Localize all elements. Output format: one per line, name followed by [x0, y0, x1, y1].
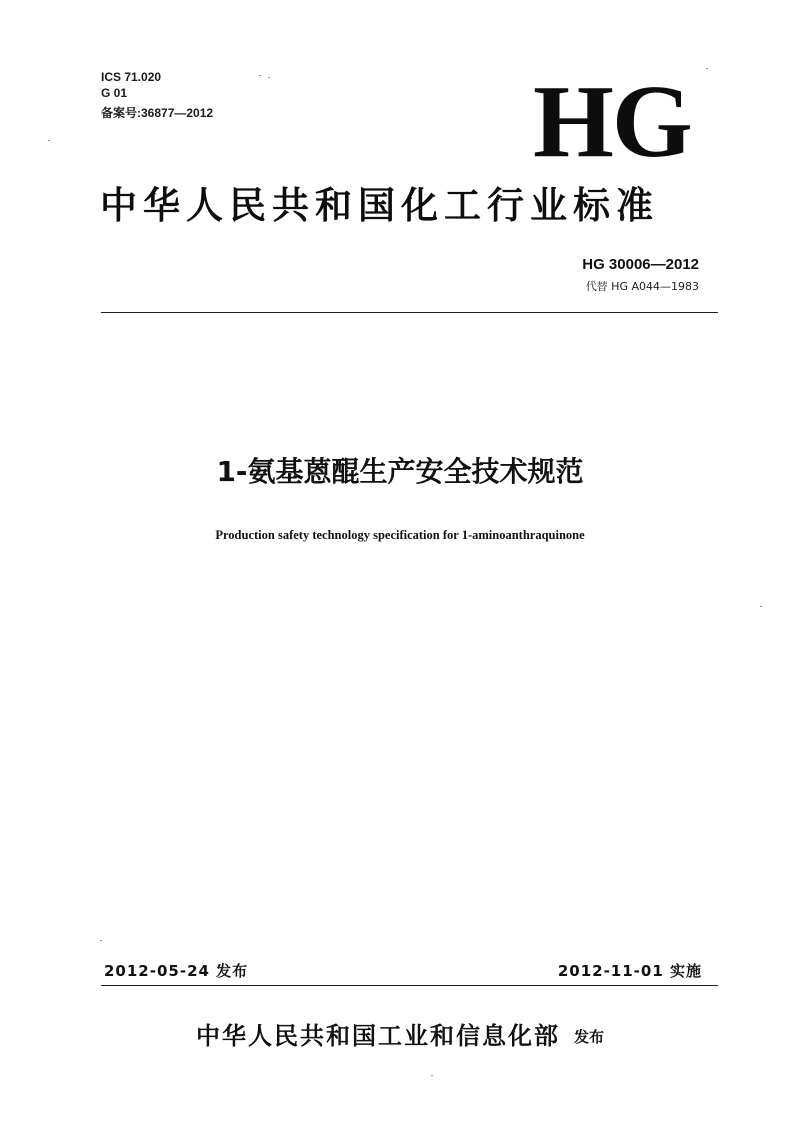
implementation-date: 2012-11-01 实施	[557, 962, 702, 980]
document-title: 1-氨基蒽醌生产安全技术规范	[216, 455, 584, 488]
replaced-standard: 代替 HG A044—1983	[585, 280, 699, 293]
scan-speck	[431, 1075, 433, 1076]
issue-date: 2012-05-24 发布	[104, 962, 249, 980]
filing-number: 备案号:36877—2012	[101, 106, 214, 120]
scan-speck	[706, 68, 708, 69]
publisher-line	[0, 1020, 800, 1053]
document-english-title: Production safety technology specification for 1-aminoanthraquinone	[215, 528, 585, 542]
header-divider	[101, 312, 718, 313]
publisher-org: 中华人民共和国工业和信息化部	[195, 1022, 560, 1050]
ccs-code: G 01	[101, 86, 128, 100]
standard-number: HG 30006—2012	[582, 256, 699, 273]
standard-category-title: 中华人民共和国化工行业标准	[100, 184, 659, 227]
hg-logo: HG	[533, 64, 691, 179]
scan-speck	[259, 75, 261, 76]
footer-divider	[101, 985, 718, 986]
scan-speck	[100, 940, 102, 941]
scan-speck	[268, 77, 270, 78]
scan-speck	[760, 606, 762, 607]
ics-code: ICS 71.020	[101, 70, 162, 84]
scan-speck	[48, 140, 50, 141]
publisher-action: 发布	[573, 1028, 604, 1046]
